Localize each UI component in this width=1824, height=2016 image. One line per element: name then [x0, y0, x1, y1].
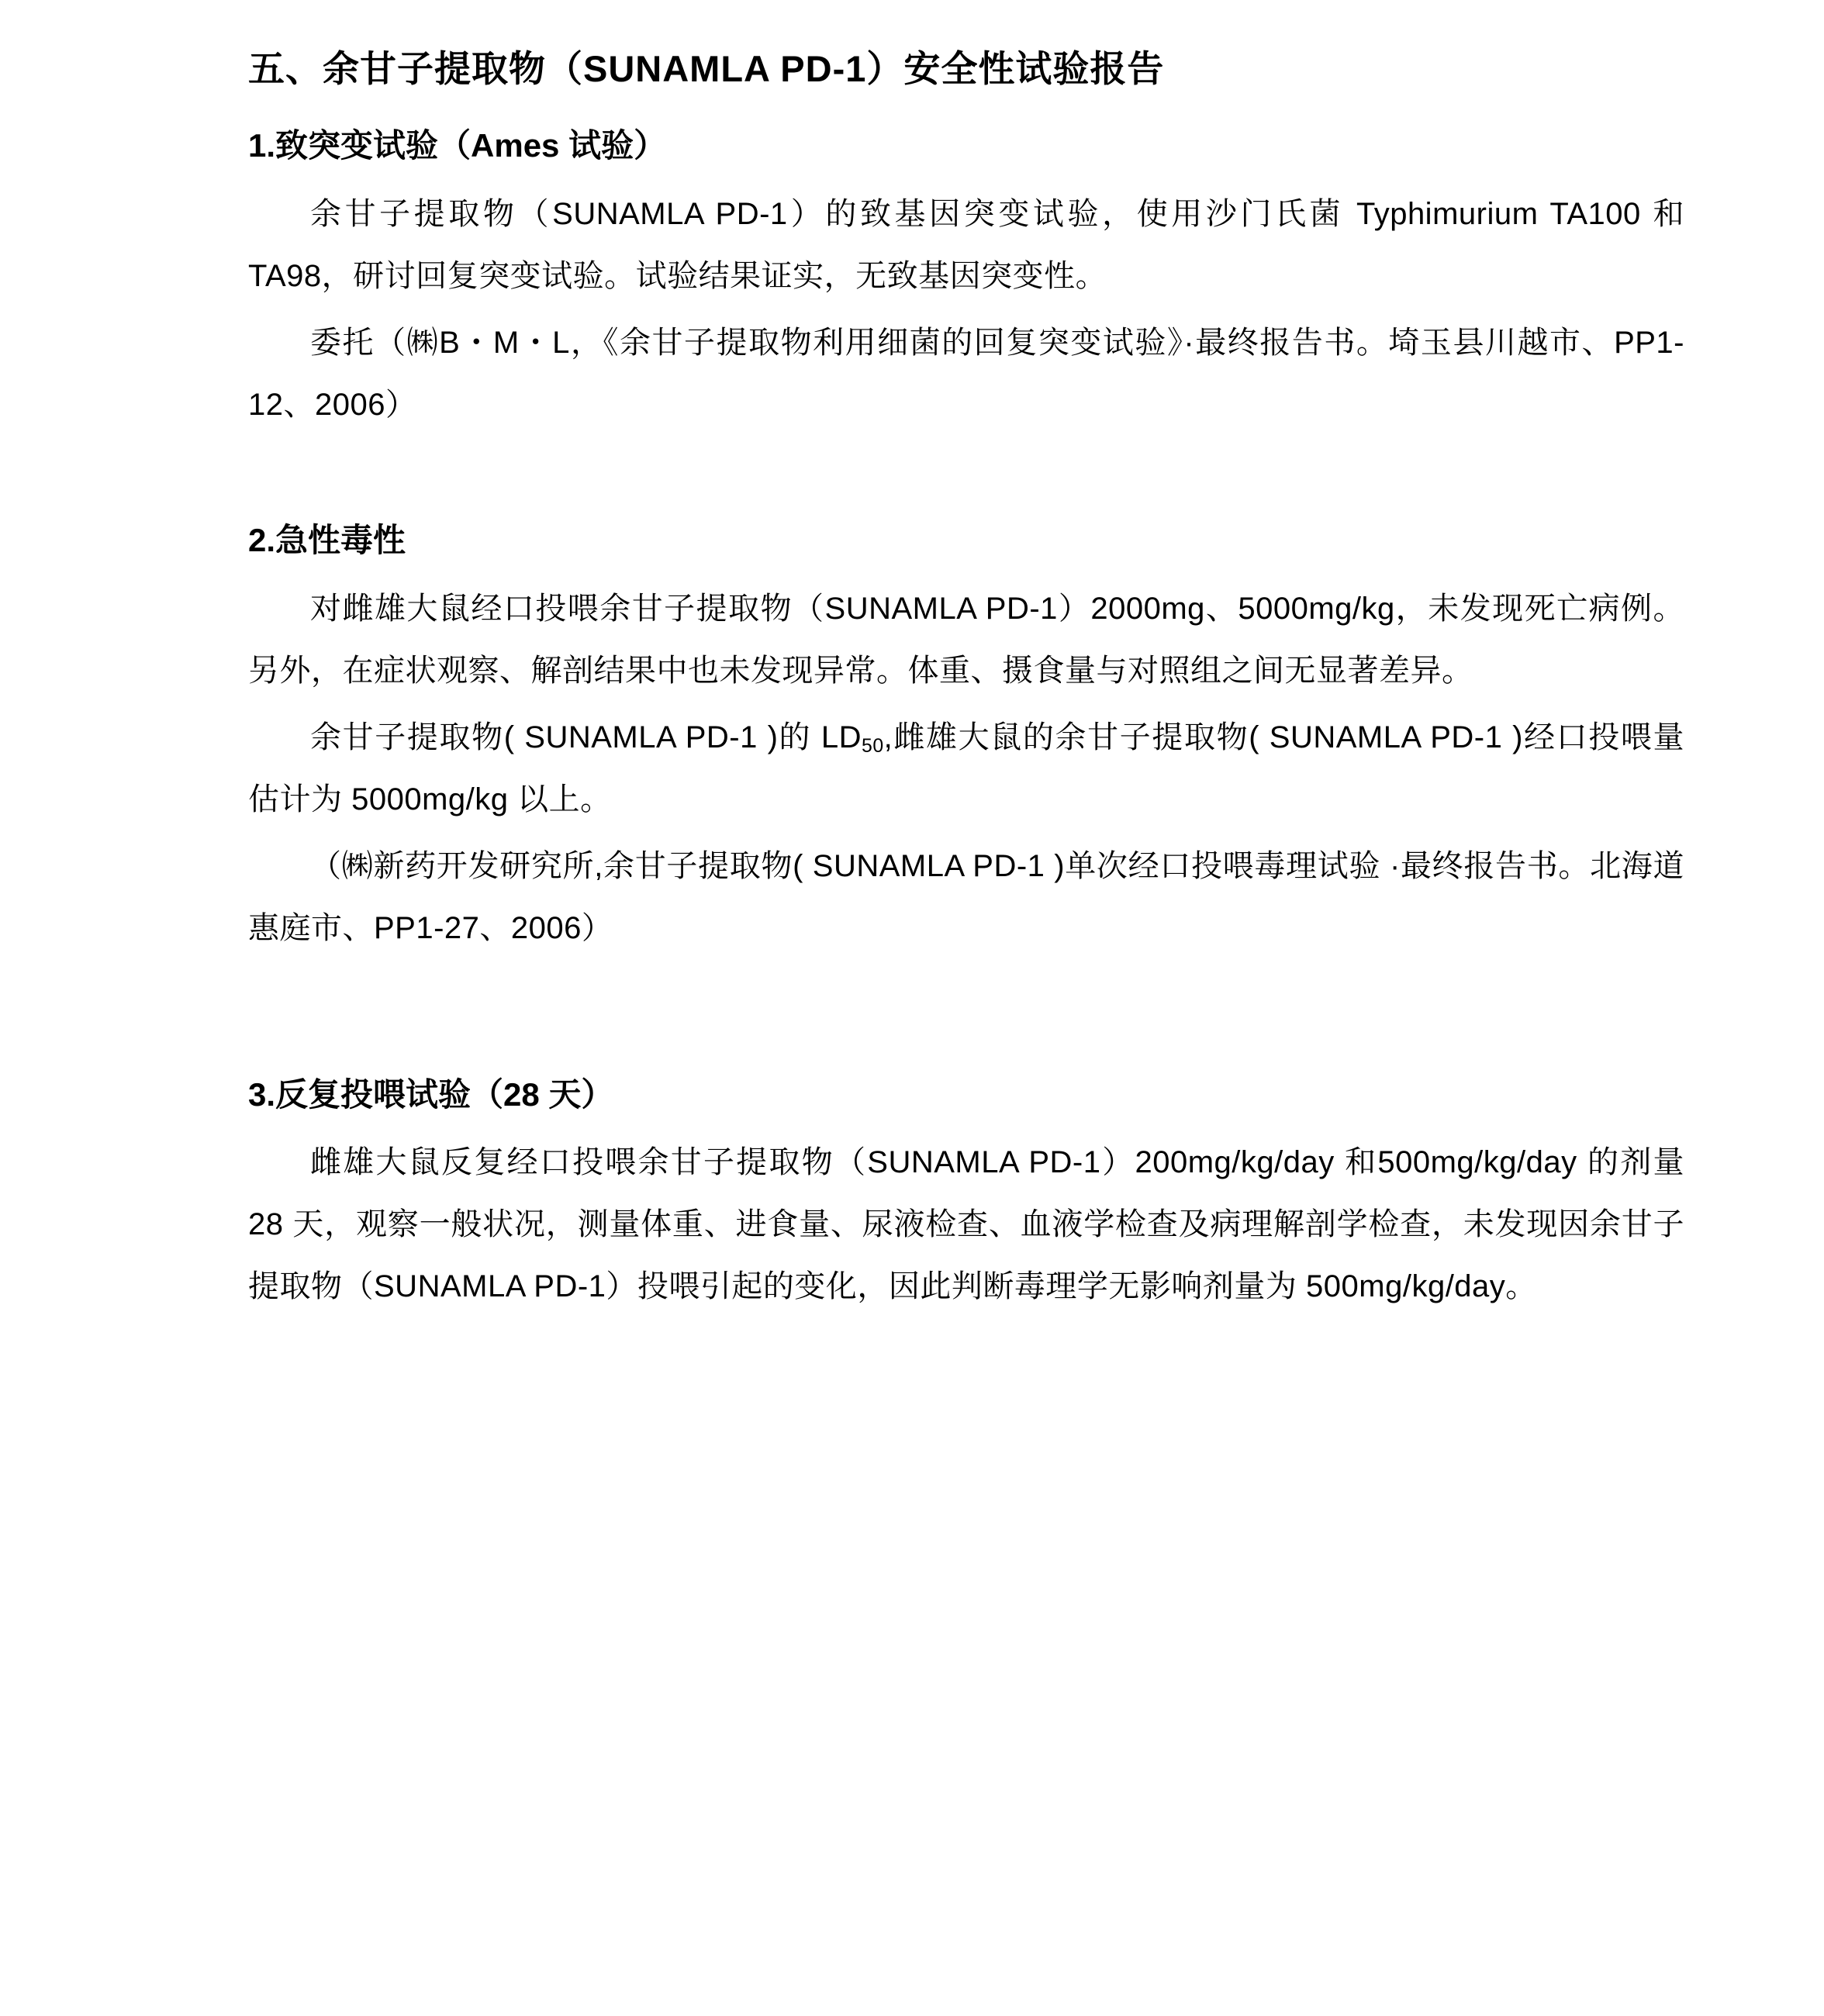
- paragraph-ames-result: 余甘子提取物（SUNAMLA PD-1）的致基因突变试验，使用沙门氏菌 Typhimurium TA100 和 TA98，研讨回复突变试验。试验结果证实，无致基因突变性。: [248, 196, 1684, 293]
- paragraph-repeat-dose-result: 雌雄大鼠反复经口投喂余甘子提取物（SUNAMLA PD-1）200mg/kg/day 和500mg/kg/day 的剂量 28 天，观察一般状况，测量体重、进食量、尿液检查、血液学检查及病理解剖学检查，未发现因余甘子提取物（SUNAMLA PD-1）投喂引起的变化，因此判断毒理学无影响剂量为 500mg/kg/day。: [248, 1145, 1684, 1304]
- paragraph-ames-reference: 委托（㈱B・M・L，《余甘子提取物利用细菌的回复突变试验》·最终报告书。埼玉县川越市、PP1-12、2006）: [248, 325, 1684, 422]
- paragraph-acute-toxicity-observation: 对雌雄大鼠经口投喂余甘子提取物（SUNAMLA PD-1）2000mg、5000mg/kg，未发现死亡病例。另外，在症状观察、解剖结果中也未发现异常。体重、摄食量与对照组之间无显著差异。: [248, 591, 1684, 688]
- section-heading-repeat-dose: 3.反复投喂试验（28 天）: [248, 1075, 614, 1113]
- ld50-subscript: 50: [862, 735, 884, 757]
- paragraph-acute-toxicity-reference: （㈱新药开发研究所,余甘子提取物( SUNAMLA PD-1 )单次经口投喂毒理试验 ·最终报告书。北海道惠庭市、PP1-27、2006）: [248, 848, 1684, 945]
- ld50-prefix: 余甘子提取物( SUNAMLA PD-1 )的 LD: [310, 720, 862, 754]
- ld50-suffix: ,雌雄大鼠的余甘子提取物( SUNAMLA PD-1 ): [883, 720, 1523, 754]
- spacer: [248, 440, 1684, 495]
- paragraph-acute-toxicity-ld50: 余甘子提取物( SUNAMLA PD-1 )的 $LD_{50}$,雌雄大鼠的余甘子提取物( SUNAMLA PD-1 )经口投喂量估计为 5000mg/kg 以上。: [248, 720, 1685, 816]
- spacer: [248, 964, 1684, 1049]
- section-heading-ames: 1.致突变试验（Ames 试验）: [248, 127, 667, 164]
- page-title: 五、余甘子提取物（SUNAMLA PD-1）安全性试验报告: [248, 48, 1165, 89]
- section-heading-acute-toxicity: 2.急性毒性: [248, 521, 406, 558]
